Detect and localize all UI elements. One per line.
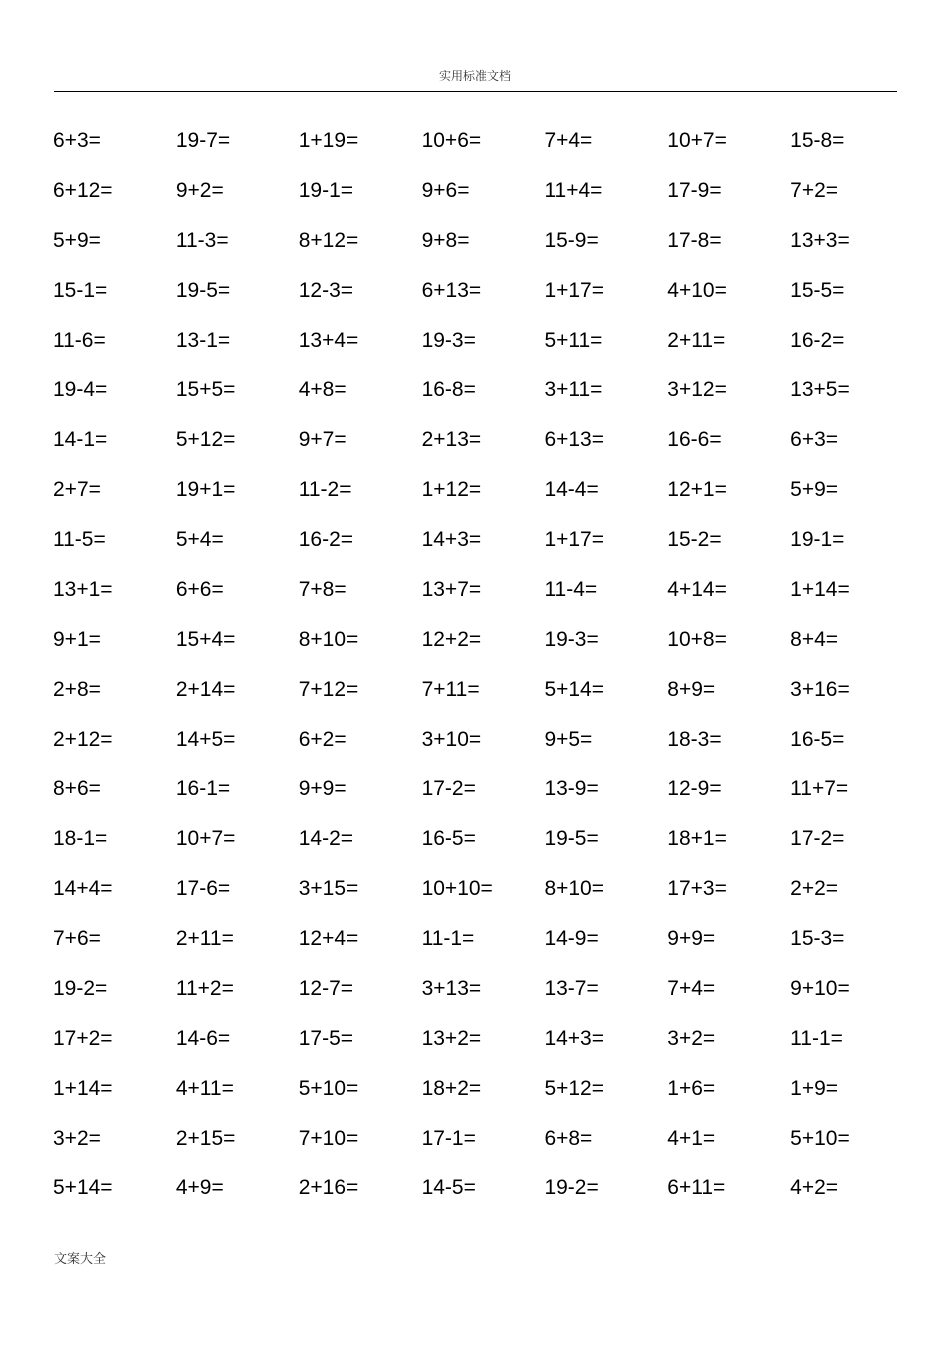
arithmetic-problem-grid <box>53 127 913 1224</box>
math-problem: 1+14= <box>53 1076 113 1100</box>
math-problem: 6+13= <box>544 428 605 452</box>
problem-row <box>53 1025 913 1075</box>
math-problem: 17-2= <box>790 827 845 851</box>
math-problem: 15-5= <box>790 278 845 302</box>
math-problem: 1+17= <box>544 278 605 302</box>
math-problem: 5+10= <box>298 1076 359 1100</box>
math-problem: 8+12= <box>298 228 359 252</box>
math-problem: 7+8= <box>298 577 347 601</box>
math-problem: 5+10= <box>790 1126 850 1150</box>
math-problem: 10+7= <box>175 827 236 851</box>
math-problem: 16-2= <box>790 328 845 352</box>
math-problem: 17-9= <box>667 178 722 202</box>
problem-row <box>53 626 913 676</box>
math-problem: 15+5= <box>175 378 236 402</box>
math-problem: 15-8= <box>790 129 845 152</box>
math-problem: 10+8= <box>667 627 727 651</box>
math-problem: 2+11= <box>175 927 234 950</box>
math-problem: 13+2= <box>421 1026 482 1050</box>
math-problem: 6+3= <box>790 428 839 452</box>
math-problem: 16-8= <box>421 378 476 402</box>
math-problem: 15-3= <box>790 927 845 950</box>
math-problem: 12+2= <box>421 627 482 651</box>
math-problem: 7+2= <box>790 178 839 202</box>
problem-row <box>53 975 913 1025</box>
math-problem: 8+4= <box>790 627 839 651</box>
math-problem: 11-1= <box>421 927 475 950</box>
problem-row <box>53 576 913 626</box>
math-problem: 19-7= <box>175 129 231 152</box>
math-problem: 16-5= <box>790 727 845 751</box>
math-problem: 14+5= <box>175 727 236 751</box>
math-problem: 9+8= <box>421 228 470 252</box>
math-problem: 10+6= <box>421 129 482 152</box>
math-problem: 19-5= <box>175 278 231 302</box>
math-problem: 13+7= <box>421 577 482 601</box>
math-problem: 19-2= <box>544 1176 599 1200</box>
math-problem: 11-2= <box>298 478 352 502</box>
math-problem: 3+11= <box>544 378 603 402</box>
problem-row <box>53 875 913 925</box>
math-problem: 5+4= <box>175 528 224 551</box>
math-problem: 5+9= <box>53 228 101 252</box>
math-problem: 4+8= <box>298 378 347 402</box>
math-problem: 3+16= <box>790 677 850 701</box>
math-problem: 5+12= <box>544 1076 605 1100</box>
math-problem: 15-2= <box>667 528 722 551</box>
math-problem: 2+7= <box>53 478 101 502</box>
math-problem: 4+11= <box>175 1076 234 1100</box>
problem-row <box>53 775 913 825</box>
math-problem: 5+11= <box>544 328 603 352</box>
math-problem: 15-1= <box>53 278 108 302</box>
math-problem: 4+9= <box>175 1176 224 1200</box>
math-problem: 16-2= <box>298 528 354 551</box>
math-problem: 11-3= <box>175 228 229 252</box>
math-problem: 13-7= <box>544 976 599 1000</box>
math-problem: 13+4= <box>298 328 359 352</box>
math-problem: 7+6= <box>53 927 101 950</box>
math-problem: 8+10= <box>298 627 359 651</box>
math-problem: 9+1= <box>53 627 101 651</box>
math-problem: 2+16= <box>298 1176 359 1200</box>
header-divider <box>54 91 897 92</box>
math-problem: 9+9= <box>298 777 347 801</box>
math-problem: 12-3= <box>298 278 354 302</box>
math-problem: 1+12= <box>421 478 482 502</box>
math-problem: 12-7= <box>298 976 354 1000</box>
math-problem: 17+3= <box>667 877 727 901</box>
math-problem: 4+10= <box>667 278 727 302</box>
math-problem: 14+3= <box>544 1026 605 1050</box>
math-problem: 6+6= <box>175 577 224 601</box>
math-problem: 12-9= <box>667 777 722 801</box>
math-problem: 19-4= <box>53 378 108 402</box>
math-problem: 17-2= <box>421 777 476 801</box>
math-problem: 2+13= <box>421 428 482 452</box>
math-problem: 13-9= <box>544 777 599 801</box>
math-problem: 9+2= <box>175 178 224 202</box>
math-problem: 12+4= <box>298 927 359 950</box>
math-problem: 2+11= <box>667 328 726 352</box>
math-problem: 15-9= <box>544 228 599 252</box>
math-problem: 18-3= <box>667 727 722 751</box>
math-problem: 2+15= <box>175 1126 236 1150</box>
math-problem: 18+2= <box>421 1076 482 1100</box>
math-problem: 5+14= <box>544 677 605 701</box>
math-problem: 19-3= <box>421 328 476 352</box>
math-problem: 3+10= <box>421 727 482 751</box>
math-problem: 7+10= <box>298 1126 359 1150</box>
math-problem: 17-6= <box>175 877 231 901</box>
math-problem: 8+9= <box>667 677 716 701</box>
problem-row <box>53 127 913 177</box>
math-problem: 16-5= <box>421 827 476 851</box>
math-problem: 11+4= <box>544 178 603 202</box>
math-problem: 2+8= <box>53 677 101 701</box>
math-problem: 14-6= <box>175 1026 231 1050</box>
math-problem: 18+1= <box>667 827 727 851</box>
math-problem: 2+12= <box>53 727 113 751</box>
math-problem: 13+5= <box>790 378 850 402</box>
math-problem: 18-1= <box>53 827 108 851</box>
problem-row <box>53 376 913 426</box>
math-problem: 3+15= <box>298 877 359 901</box>
problem-row <box>53 277 913 327</box>
math-problem: 5+12= <box>175 428 236 452</box>
math-problem: 13-1= <box>175 328 231 352</box>
math-problem: 14+3= <box>421 528 482 551</box>
math-problem: 1+17= <box>544 528 605 551</box>
math-problem: 9+9= <box>667 927 716 950</box>
math-problem: 14-4= <box>544 478 599 502</box>
math-problem: 2+14= <box>175 677 236 701</box>
problem-row <box>53 327 913 377</box>
problem-row <box>53 1174 913 1224</box>
math-problem: 19-1= <box>298 178 354 202</box>
math-problem: 9+10= <box>790 976 850 1000</box>
math-problem: 14-9= <box>544 927 599 950</box>
math-problem: 1+6= <box>667 1076 716 1100</box>
problem-row <box>53 676 913 726</box>
problem-row <box>53 227 913 277</box>
math-problem: 7+4= <box>544 129 593 152</box>
math-problem: 6+2= <box>298 727 347 751</box>
math-problem: 4+2= <box>790 1176 839 1200</box>
math-problem: 17-8= <box>667 228 722 252</box>
math-problem: 17+2= <box>53 1026 113 1050</box>
math-problem: 14-2= <box>298 827 354 851</box>
math-problem: 6+13= <box>421 278 482 302</box>
math-problem: 11+7= <box>790 777 849 801</box>
math-problem: 1+14= <box>790 577 850 601</box>
problem-row <box>53 526 913 576</box>
math-problem: 13+1= <box>53 577 113 601</box>
math-problem: 19-2= <box>53 976 108 1000</box>
math-problem: 3+13= <box>421 976 482 1000</box>
math-problem: 11-5= <box>53 528 106 551</box>
math-problem: 10+7= <box>667 129 727 152</box>
page-footer-text: 文案大全 <box>54 1252 107 1267</box>
problem-row <box>53 177 913 227</box>
math-problem: 1+19= <box>298 129 359 152</box>
math-problem: 8+10= <box>544 877 605 901</box>
math-problem: 11-6= <box>53 328 106 352</box>
math-problem: 7+4= <box>667 976 716 1000</box>
math-problem: 9+5= <box>544 727 593 751</box>
math-problem: 9+7= <box>298 428 347 452</box>
math-problem: 12+1= <box>667 478 727 502</box>
math-problem: 8+6= <box>53 777 101 801</box>
math-problem: 14+4= <box>53 877 113 901</box>
math-problem: 13+3= <box>790 228 850 252</box>
math-problem: 3+12= <box>667 378 727 402</box>
math-problem: 7+12= <box>298 677 359 701</box>
math-problem: 19-3= <box>544 627 599 651</box>
math-problem: 11+2= <box>175 976 234 1000</box>
problem-row <box>53 925 913 975</box>
math-problem: 11-1= <box>790 1026 843 1050</box>
math-problem: 19-1= <box>790 528 845 551</box>
problem-row <box>53 426 913 476</box>
math-problem: 5+14= <box>53 1176 113 1200</box>
math-problem: 3+2= <box>667 1026 716 1050</box>
problem-row <box>53 1075 913 1125</box>
math-problem: 19-5= <box>544 827 599 851</box>
math-problem: 17-1= <box>421 1126 476 1150</box>
problem-row <box>53 726 913 776</box>
problem-row <box>53 476 913 526</box>
math-problem: 6+3= <box>53 129 101 152</box>
page-header-title: 实用标准文档 <box>438 69 511 83</box>
math-problem: 16-1= <box>175 777 231 801</box>
math-problem: 4+14= <box>667 577 727 601</box>
math-problem: 4+1= <box>667 1126 716 1150</box>
math-problem: 10+10= <box>421 877 493 901</box>
math-problem: 14-1= <box>53 428 108 452</box>
math-problem: 9+6= <box>421 178 470 202</box>
math-problem: 7+11= <box>421 677 480 701</box>
math-problem: 6+12= <box>53 178 113 202</box>
math-problem: 14-5= <box>421 1176 476 1200</box>
math-problem: 19+1= <box>175 478 236 502</box>
math-problem: 3+2= <box>53 1126 101 1150</box>
problem-row <box>53 825 913 875</box>
problem-row <box>53 1125 913 1175</box>
math-problem: 6+8= <box>544 1126 593 1150</box>
math-problem: 2+2= <box>790 877 839 901</box>
math-problem: 11-4= <box>544 577 598 601</box>
math-problem: 1+9= <box>790 1076 839 1100</box>
math-problem: 5+9= <box>790 478 839 502</box>
math-problem: 6+11= <box>667 1176 726 1200</box>
math-problem: 15+4= <box>175 627 236 651</box>
math-problem: 17-5= <box>298 1026 354 1050</box>
math-problem: 16-6= <box>667 428 722 452</box>
